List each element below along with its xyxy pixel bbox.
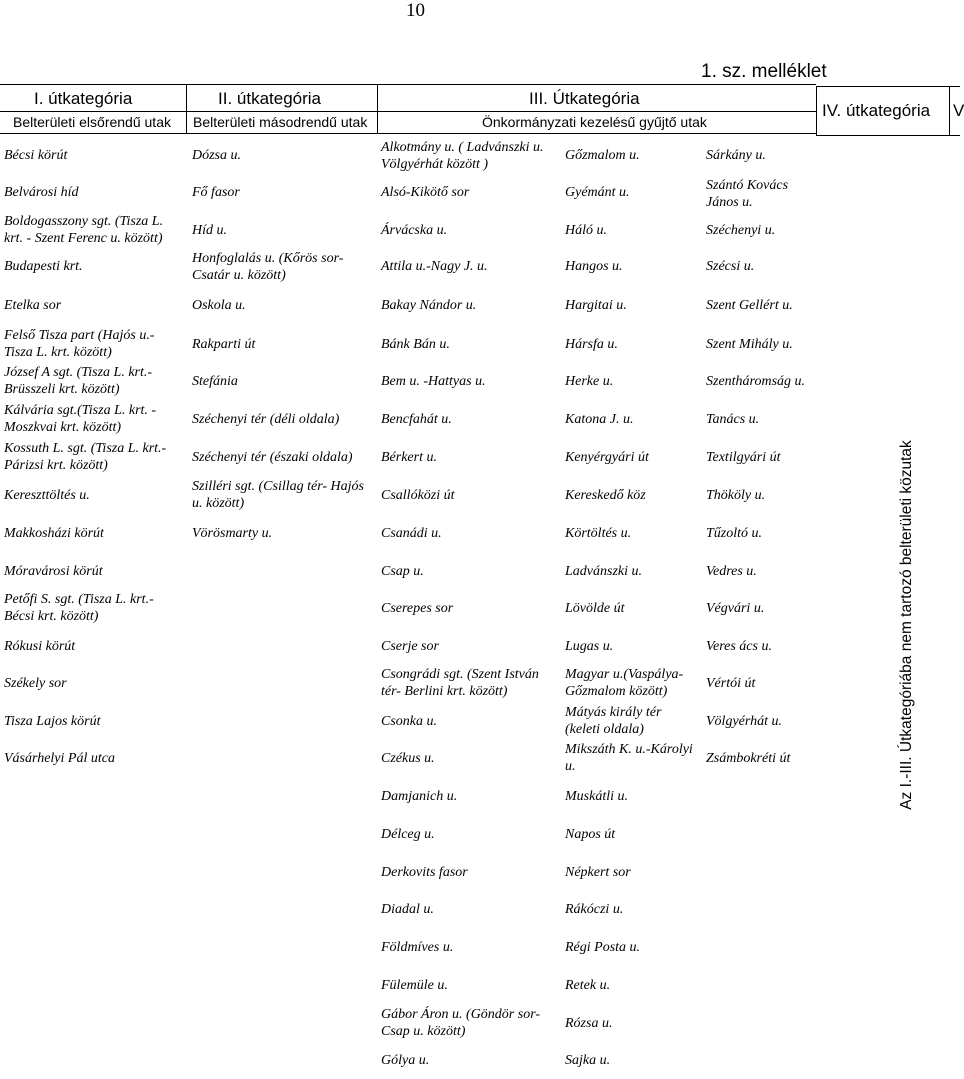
table-cell: Cserepes sor (381, 601, 454, 616)
table-cell: Szent Gellért u. (706, 298, 793, 313)
table-cell: Kereskedő köz (565, 488, 646, 503)
table-cell: Honfoglalás u. (Kőrös sor- Csatár u. között) (192, 251, 344, 283)
table-cell: Derkovits fasor (381, 865, 468, 880)
header-cat2: II. útkategória (218, 89, 322, 108)
table-cell: Etelka sor (4, 298, 62, 313)
header-cat1: I. útkategória (34, 89, 133, 108)
header-bottom-border (0, 133, 816, 134)
table-cell: Tűzoltó u. (706, 526, 763, 541)
table-cell: Csanádi u. (381, 526, 442, 541)
table-cell: Fülemüle u. (381, 978, 448, 993)
table-cell: Földmíves u. (381, 940, 454, 955)
vertical-note: Az I.-III. Útkategóriába nem tartozó belterületi közutak (898, 440, 915, 810)
table-cell: Magyar u.(Vaspálya- Gőzmalom között) (565, 667, 684, 699)
header-top-border (0, 84, 816, 85)
table-cell: Vértói út (706, 676, 756, 691)
table-cell: Muskátli u. (565, 789, 628, 804)
header-cat4: IV. útkategória (822, 101, 931, 120)
table-cell: Régi Posta u. (565, 940, 641, 955)
table-cell: Veres ács u. (706, 639, 772, 654)
table-cell: Rákóczi u. (565, 902, 624, 917)
table-cell: Csap u. (381, 564, 424, 579)
table-cell: Körtöltés u. (565, 526, 632, 541)
table-cell: Hangos u. (565, 259, 623, 274)
table-cell: Budapesti krt. (4, 259, 83, 274)
table-cell: Gyémánt u. (565, 185, 630, 200)
table-cell: Híd u. (192, 223, 227, 238)
table-cell: Csonka u. (381, 714, 437, 729)
header-divider-3 (816, 86, 817, 135)
table-cell: Szilléri sgt. (Csillag tér- Hajós u. között) (192, 479, 365, 511)
table-cell: Tisza Lajos körút (4, 714, 101, 729)
table-cell: Bencfahát u. (381, 412, 452, 427)
table-cell: Kereszttöltés u. (4, 488, 90, 503)
table-cell: Gólya u. (381, 1053, 430, 1068)
table-cell: Kálvária sgt.(Tisza L. krt. - Moszkvai krt. között) (4, 403, 157, 435)
table-cell: Cserje sor (381, 639, 439, 654)
table-cell: Csongrádi sgt. (Szent István tér- Berlini krt. között) (381, 667, 539, 699)
table-cell: Herke u. (565, 374, 614, 389)
table-cell: Stefánia (192, 374, 238, 389)
header-cat3: III. Útkategória (529, 89, 640, 108)
table-cell: Felső Tisza part (Hajós u.- Tisza L. krt. között) (4, 328, 155, 360)
header-mid-border (0, 111, 816, 112)
table-cell: Oskola u. (192, 298, 246, 313)
table-cell: Kossuth L. sgt. (Tisza L. krt.- Párizsi krt. között) (4, 441, 167, 473)
table-cell: Vedres u. (706, 564, 757, 579)
table-cell: Fő fasor (192, 185, 240, 200)
table-cell: Belvárosi híd (4, 185, 79, 200)
header-divider-1 (186, 84, 187, 133)
table-cell: Végvári u. (706, 601, 765, 616)
table-cell: Bem u. -Hattyas u. (381, 374, 486, 389)
table-cell: Háló u. (565, 223, 607, 238)
table-cell: Széchenyi tér (északi oldala) (192, 450, 353, 465)
table-cell: Bakay Nándor u. (381, 298, 477, 313)
table-cell: Retek u. (565, 978, 611, 993)
table-cell: Rózsa u. (565, 1016, 613, 1031)
subheader-cat3: Önkormányzati kezelésű gyűjtő utak (482, 114, 707, 130)
table-cell: Rókusi körút (4, 639, 76, 654)
table-cell: Népkert sor (565, 865, 631, 880)
table-cell: Attila u.-Nagy J. u. (381, 259, 488, 274)
table-cell: Szántó Kovács János u. (706, 178, 789, 210)
table-cell: Petőfi S. sgt. (Tisza L. krt.- Bécsi krt. között) (4, 592, 154, 624)
table-cell: Czékus u. (381, 751, 435, 766)
table-cell: Bérkert u. (381, 450, 437, 465)
table-cell: Zsámbokréti út (706, 751, 791, 766)
table-cell: Textilgyári út (706, 450, 781, 465)
table-cell: Csallóközi út (381, 488, 455, 503)
table-cell: Kenyérgyári út (565, 450, 649, 465)
table-cell: Móravárosi körút (4, 564, 103, 579)
table-cell: Szentháromság u. (706, 374, 806, 389)
header-bottom-border-right (816, 135, 960, 136)
table-cell: Boldogasszony sgt. (Tisza L. krt. - Szent Ferenc u. között) (4, 214, 164, 246)
subheader-cat1: Belterületi elsőrendű utak (13, 114, 171, 130)
annex-label: 1. sz. melléklet (701, 61, 827, 82)
table-cell: Tanács u. (706, 412, 760, 427)
table-cell: Széchenyi u. (706, 223, 776, 238)
table-cell: Thököly u. (706, 488, 766, 503)
table-cell: Katona J. u. (565, 412, 634, 427)
table-cell: Makkosházi körút (4, 526, 104, 541)
header-cat5-fragment: V (953, 101, 964, 120)
header-divider-2 (377, 84, 378, 133)
page-number: 10 (406, 0, 425, 21)
table-cell: Gőzmalom u. (565, 148, 640, 163)
table-cell: Sajka u. (565, 1053, 611, 1068)
table-cell: Dózsa u. (192, 148, 242, 163)
table-cell: Ladvánszki u. (565, 564, 642, 579)
table-cell: Alsó-Kikötő sor (381, 185, 470, 200)
table-cell: Sárkány u. (706, 148, 766, 163)
table-cell: Gábor Áron u. (Göndör sor- Csap u. között) (381, 1007, 541, 1039)
subheader-cat2: Belterületi másodrendű utak (193, 114, 368, 130)
table-cell: Szécsi u. (706, 259, 755, 274)
table-cell: Délceg u. (381, 827, 435, 842)
table-cell: Diadal u. (381, 902, 434, 917)
table-cell: Lugas u. (565, 639, 614, 654)
header-divider-4 (949, 86, 950, 135)
table-cell: Napos út (565, 827, 616, 842)
table-cell: Völgyérhát u. (706, 714, 782, 729)
table-cell: Bánk Bán u. (381, 337, 450, 352)
table-cell: József A sgt. (Tisza L. krt.- Brüsszeli krt. között) (4, 365, 153, 397)
table-cell: Vörösmarty u. (192, 526, 273, 541)
table-cell: Damjanich u. (381, 789, 458, 804)
table-cell: Vásárhelyi Pál utca (4, 751, 115, 766)
table-cell: Hargitai u. (565, 298, 627, 313)
table-cell: Szent Mihály u. (706, 337, 793, 352)
table-cell: Rakparti út (192, 337, 256, 352)
table-cell: Árvácska u. (381, 223, 448, 238)
table-cell: Széchenyi tér (déli oldala) (192, 412, 340, 427)
table-cell: Lövölde út (565, 601, 625, 616)
table-cell: Mikszáth K. u.-Károlyi u. (565, 742, 693, 774)
table-cell: Alkotmány u. ( Ladvánszki u. Völgyérhát között ) (381, 140, 544, 172)
table-cell: Hársfa u. (565, 337, 618, 352)
header-top-border-right (816, 86, 960, 87)
table-cell: Bécsi körút (4, 148, 68, 163)
table-cell: Székely sor (4, 676, 67, 691)
table-cell: Mátyás király tér (keleti oldala) (565, 705, 662, 737)
